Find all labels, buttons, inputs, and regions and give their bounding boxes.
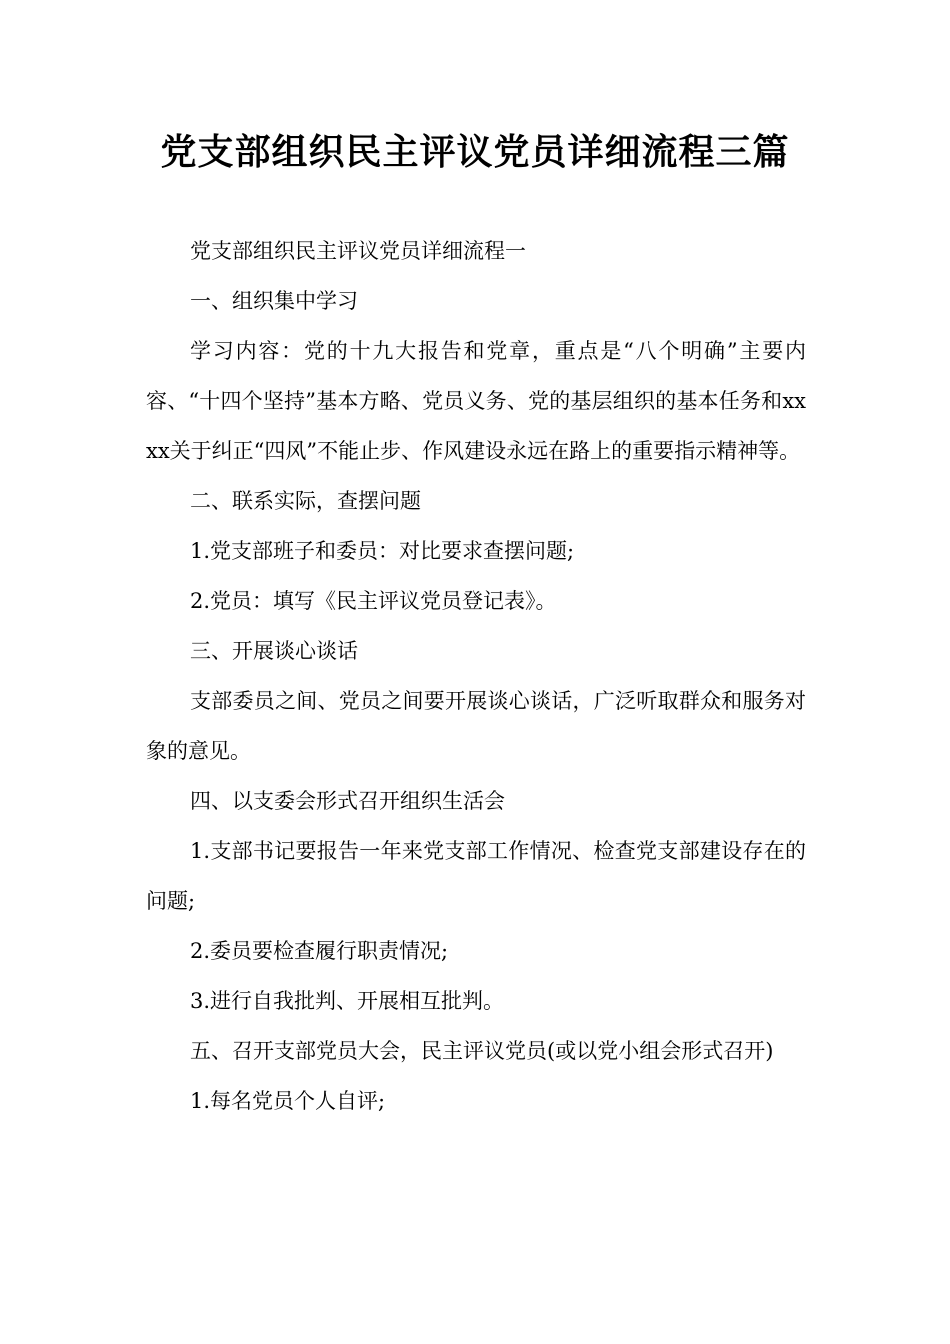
paragraph-study-content: 学习内容：党的十九大报告和党章，重点是“八个明确”主要内容、“十四个坚持”基本方略、党员义务、党的基层组织的基本任务和xxxx关于纠正“四风”不能止步、作风建设永远在路上的重要指示精神等。	[146, 339, 806, 463]
paragraph-item: 1.党支部班子和委员：对比要求查摆问题;	[190, 539, 575, 563]
paragraph-item: 1.支部书记要报告一年来党支部工作情况、检查党支部建设存在的问题;	[146, 839, 806, 913]
paragraph-section-4-heading: 四、以支委会形式召开组织生活会	[190, 789, 505, 813]
paragraph-item: 3.进行自我批判、开展相互批判。	[190, 989, 505, 1013]
paragraph-item: 2.委员要检查履行职责情况;	[190, 939, 449, 963]
paragraph-item: 2.党员：填写《民主评议党员登记表》。	[190, 589, 557, 613]
paragraph-section-1-heading: 一、组织集中学习	[190, 289, 358, 313]
paragraph-section-2-heading: 二、联系实际，查摆问题	[190, 489, 421, 513]
paragraph-subtitle: 党支部组织民主评议党员详细流程一	[190, 239, 526, 263]
document-body	[146, 226, 806, 1126]
paragraph-talk-content: 支部委员之间、党员之间要开展谈心谈话，广泛听取群众和服务对象的意见。	[146, 689, 806, 763]
paragraph-section-3-heading: 三、开展谈心谈话	[190, 639, 358, 663]
paragraph-item: 1.每名党员个人自评;	[190, 1089, 386, 1113]
document-title: 党支部组织民主评议党员详细流程三篇	[160, 132, 790, 173]
paragraph-section-5-heading: 五、召开支部党员大会，民主评议党员(或以党小组会形式召开)	[190, 1039, 774, 1063]
